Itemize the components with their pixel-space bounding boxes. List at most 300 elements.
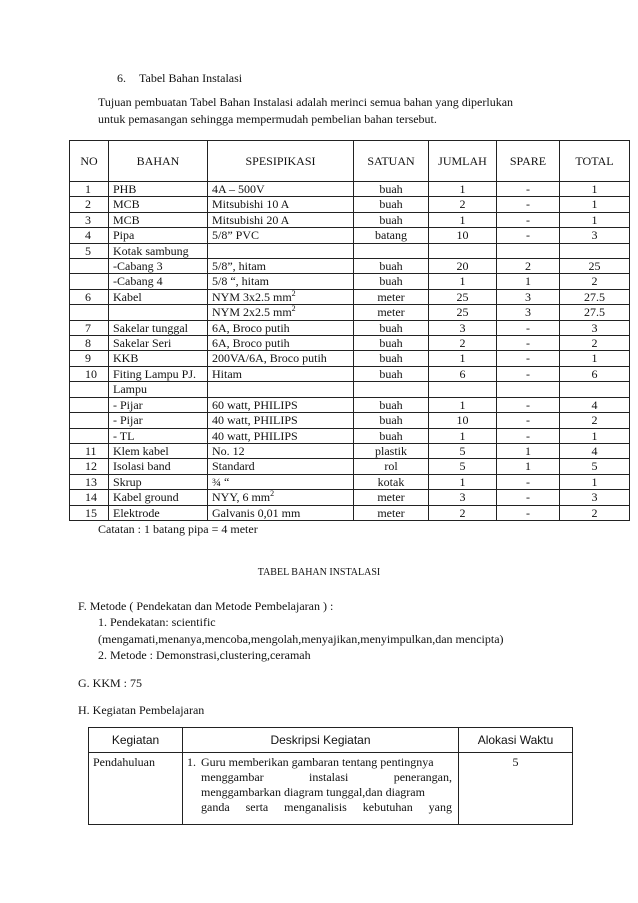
cell-spare — [497, 182, 560, 197]
cell-spesipikasi-text: ¾ “ — [212, 474, 230, 489]
cell-jumlah — [429, 305, 497, 320]
header-jumlah: JUMLAH — [429, 141, 497, 182]
cell-total-text: 4 — [591, 443, 598, 458]
cell-no-text: 15 — [85, 505, 97, 520]
cell-total-text: 2 — [591, 274, 598, 289]
section-f-item-1-detail: (mengamati,menanya,mencoba,mengolah,menyajikan,menyimpulkan,dan mencipta) — [98, 632, 504, 646]
table-row — [70, 259, 630, 274]
cell-no — [70, 382, 109, 397]
cell-spesipikasi — [208, 274, 354, 289]
cell-total-text: 6 — [591, 366, 598, 381]
cell-no — [70, 243, 109, 258]
cell-total — [560, 474, 630, 489]
cell-jumlah — [429, 259, 497, 274]
cell-total — [560, 382, 630, 397]
cell-jumlah-text: 20 — [456, 259, 469, 274]
cell-satuan — [354, 413, 429, 428]
cell-spare-text: 2 — [525, 259, 531, 274]
cell-spesipikasi — [208, 443, 354, 458]
cell-satuan — [354, 459, 429, 474]
cell-bahan — [109, 428, 208, 443]
cell-jumlah — [429, 505, 497, 520]
cell-spare — [497, 428, 560, 443]
cell-no — [70, 305, 109, 320]
cell-spesipikasi-text: 200VA/6A, Broco putih — [212, 351, 327, 366]
cell-spare-text: 3 — [525, 289, 531, 304]
cell-satuan — [354, 305, 429, 320]
cell-satuan-text: buah — [379, 336, 403, 351]
table-row — [70, 305, 630, 320]
cell-satuan-text: buah — [379, 259, 403, 274]
cell-no — [70, 428, 109, 443]
cell-satuan-text: buah — [379, 320, 403, 335]
cell-no — [70, 366, 109, 381]
cell-jumlah — [429, 443, 497, 458]
cell-spesipikasi-text: Galvanis 0,01 mm — [212, 505, 301, 520]
cell-spare — [497, 320, 560, 335]
cell-no-text: 4 — [85, 228, 91, 243]
cell-no — [70, 413, 109, 428]
cell-no — [70, 459, 109, 474]
cell-bahan-text: - TL — [113, 428, 135, 443]
cell-jumlah — [429, 274, 497, 289]
cell-satuan — [354, 243, 429, 258]
cell-jumlah-text: 2 — [459, 336, 466, 351]
cell-spesipikasi-text: 6A, Broco putih — [212, 320, 290, 335]
cell-spesipikasi-text: 60 watt, PHILIPS — [212, 397, 298, 412]
cell-no — [70, 274, 109, 289]
cell-jumlah — [429, 351, 497, 366]
table-row — [70, 336, 630, 351]
cell-spare — [497, 289, 560, 304]
cell-jumlah — [429, 490, 497, 505]
cell-satuan — [354, 366, 429, 381]
cell-total-text: 27.5 — [584, 305, 605, 320]
cell-satuan-text: buah — [379, 197, 403, 212]
cell-total-text: 25 — [588, 259, 601, 274]
cell-no — [70, 505, 109, 520]
cell-spesipikasi — [208, 228, 354, 243]
cell-jumlah-text: 2 — [459, 505, 466, 520]
cell-satuan-text: buah — [379, 212, 403, 227]
cell-jumlah-text: 1 — [459, 274, 466, 289]
cell-total-text: 2 — [591, 505, 598, 520]
cell-total — [560, 366, 630, 381]
header-alokasi: Alokasi Waktu — [459, 728, 573, 753]
cell-bahan — [109, 305, 208, 320]
cell-jumlah-text: 25 — [456, 305, 469, 320]
cell-no — [70, 351, 109, 366]
cell-bahan-text: KKB — [113, 351, 139, 366]
table-header-row — [70, 141, 630, 182]
cell-spesipikasi — [208, 320, 354, 335]
cell-bahan-text: Klem kabel — [113, 443, 169, 458]
table-row — [70, 274, 630, 289]
cell-spesipikasi-text: 40 watt, PHILIPS — [212, 413, 298, 428]
cell-spesipikasi — [208, 243, 354, 258]
cell-jumlah-text: 1 — [459, 428, 466, 443]
cell-spesipikasi — [208, 397, 354, 412]
cell-satuan-text: plastik — [375, 443, 407, 458]
cell-no — [70, 474, 109, 489]
header-spesipikasi: SPESIPIKASI — [208, 141, 354, 182]
cell-spare-text: - — [526, 505, 530, 520]
cell-spesipikasi-text: Mitsubishi 10 A — [212, 197, 290, 212]
cell-bahan — [109, 413, 208, 428]
cell-satuan — [354, 212, 429, 227]
cell-spare-text: - — [526, 474, 530, 489]
cell-total — [560, 182, 630, 197]
cell-satuan-text: buah — [379, 413, 403, 428]
cell-bahan-text: - Pijar — [113, 397, 143, 412]
section-f-title: F. Metode ( Pendekatan dan Metode Pembelajaran ) : — [78, 599, 334, 613]
cell-no-text: 8 — [85, 336, 91, 351]
cell-total — [560, 320, 630, 335]
cell-no — [70, 490, 109, 505]
cell-no-text: 10 — [85, 366, 97, 381]
cell-spesipikasi — [208, 382, 354, 397]
cell-no — [70, 320, 109, 335]
cell-no — [70, 443, 109, 458]
cell-bahan-text: Kabel — [113, 289, 142, 304]
cell-total-text: 4 — [591, 397, 598, 412]
table-header-row — [89, 728, 573, 753]
cell-satuan — [354, 259, 429, 274]
cell-satuan — [354, 274, 429, 289]
cell-satuan-text: buah — [379, 182, 403, 196]
cell-spare-text: - — [526, 397, 530, 412]
cell-satuan — [354, 490, 429, 505]
table-row — [70, 490, 630, 505]
cell-jumlah — [429, 459, 497, 474]
alokasi-cell: 5 — [459, 753, 573, 825]
cell-jumlah-text: 5 — [459, 459, 466, 474]
cell-jumlah-text: 2 — [459, 197, 466, 212]
cell-spare — [497, 382, 560, 397]
cell-bahan — [109, 443, 208, 458]
cell-spesipikasi-text: Standard — [212, 459, 255, 474]
cell-spesipikasi-text: NYY, 6 mm — [212, 490, 271, 505]
header-kegiatan: Kegiatan — [89, 728, 183, 753]
cell-no — [70, 336, 109, 351]
cell-satuan-text: meter — [377, 305, 405, 320]
cell-satuan-text: meter — [377, 505, 405, 520]
cell-total-text: 27.5 — [584, 289, 605, 304]
unit-superscript: 2 — [270, 489, 275, 499]
table-row — [70, 428, 630, 443]
cell-no-text: 5 — [85, 243, 91, 258]
cell-jumlah — [429, 320, 497, 335]
section-6-intro — [98, 94, 513, 128]
cell-jumlah-text: 3 — [459, 490, 466, 505]
cell-jumlah — [429, 212, 497, 227]
cell-satuan — [354, 228, 429, 243]
unit-superscript: 2 — [291, 304, 296, 314]
cell-jumlah — [429, 382, 497, 397]
cell-no-text: 7 — [85, 320, 91, 335]
cell-jumlah-text: 1 — [459, 212, 466, 227]
cell-bahan-text: Skrup — [113, 474, 142, 489]
cell-spesipikasi-text: NYM 2x2.5 mm — [212, 305, 292, 320]
cell-jumlah-text: 6 — [459, 366, 466, 381]
cell-spare — [497, 351, 560, 366]
table-row — [89, 753, 573, 825]
cell-total — [560, 243, 630, 258]
table-row — [70, 351, 630, 366]
cell-satuan — [354, 182, 429, 197]
table-row — [70, 366, 630, 381]
cell-spesipikasi-text: No. 12 — [212, 443, 245, 458]
cell-spesipikasi — [208, 305, 354, 320]
cell-spare — [497, 397, 560, 412]
cell-total-text: 1 — [591, 182, 598, 196]
cell-spare-text: - — [526, 212, 530, 227]
table-row — [70, 197, 630, 212]
cell-jumlah — [429, 197, 497, 212]
header-bahan: BAHAN — [109, 141, 208, 182]
cell-satuan — [354, 351, 429, 366]
table-row — [70, 289, 630, 304]
cell-spare — [497, 274, 560, 289]
cell-bahan-text: -Cabang 3 — [113, 259, 163, 274]
table-row — [70, 320, 630, 335]
cell-bahan-text: MCB — [113, 212, 140, 227]
header-no: NO — [70, 141, 109, 182]
cell-satuan-text: buah — [379, 274, 403, 289]
cell-total-text: 3 — [591, 490, 598, 505]
cell-jumlah — [429, 366, 497, 381]
cell-bahan-text: Pipa — [113, 228, 135, 243]
cell-total — [560, 397, 630, 412]
cell-no-text: 13 — [85, 474, 97, 489]
cell-spesipikasi — [208, 259, 354, 274]
cell-total — [560, 490, 630, 505]
cell-total — [560, 505, 630, 520]
cell-spare — [497, 305, 560, 320]
cell-spesipikasi-text: Mitsubishi 20 A — [212, 212, 290, 227]
cell-total-text: 1 — [591, 428, 598, 443]
cell-no-text: 11 — [85, 443, 97, 458]
cell-spare — [497, 413, 560, 428]
cell-total — [560, 351, 630, 366]
cell-no — [70, 212, 109, 227]
cell-spare-text: 1 — [525, 443, 531, 458]
cell-jumlah — [429, 474, 497, 489]
cell-satuan — [354, 320, 429, 335]
cell-spesipikasi-text: 5/8” PVC — [212, 228, 260, 243]
cell-total-text: 3 — [591, 228, 598, 243]
cell-spare-text: - — [526, 490, 530, 505]
table-row — [70, 243, 630, 258]
cell-spare-text: - — [526, 336, 530, 351]
table-row — [70, 382, 630, 397]
cell-no — [70, 397, 109, 412]
cell-bahan-text: Lampu — [113, 382, 147, 397]
cell-satuan-text: buah — [379, 366, 403, 381]
cell-bahan-text: Kabel ground — [113, 490, 179, 505]
table-row — [70, 397, 630, 412]
cell-spare — [497, 197, 560, 212]
cell-no-text: 1 — [85, 182, 91, 196]
kegiatan-pembelajaran-table — [88, 727, 573, 825]
cell-spesipikasi — [208, 459, 354, 474]
cell-jumlah — [429, 228, 497, 243]
cell-jumlah-text: 1 — [459, 182, 466, 196]
cell-spesipikasi — [208, 212, 354, 227]
cell-bahan — [109, 289, 208, 304]
section-g-title: G. KKM : 75 — [78, 676, 143, 690]
cell-bahan-text: Fiting Lampu PJ. — [113, 366, 197, 381]
cell-spesipikasi-text: Hitam — [212, 366, 242, 381]
cell-spare — [497, 259, 560, 274]
section-h-title: H. Kegiatan Pembelajaran — [78, 703, 205, 717]
cell-jumlah-text: 1 — [459, 351, 466, 366]
cell-spare — [497, 366, 560, 381]
cell-satuan — [354, 443, 429, 458]
cell-total — [560, 413, 630, 428]
cell-total — [560, 305, 630, 320]
cell-spare — [497, 243, 560, 258]
cell-spesipikasi — [208, 289, 354, 304]
cell-spare — [497, 474, 560, 489]
cell-bahan — [109, 274, 208, 289]
table-row — [70, 443, 630, 458]
cell-spare-text: - — [526, 413, 530, 428]
cell-spesipikasi — [208, 413, 354, 428]
table-row — [70, 413, 630, 428]
cell-bahan — [109, 382, 208, 397]
deskripsi-number: 1. — [187, 755, 196, 769]
cell-total — [560, 197, 630, 212]
table-row — [70, 182, 630, 197]
cell-spare-text: - — [526, 197, 530, 212]
cell-no-text: 6 — [85, 289, 91, 304]
cell-spare-text: - — [526, 428, 530, 443]
cell-total — [560, 274, 630, 289]
section-f-item-1: 1. Pendekatan: scientific — [98, 615, 216, 629]
cell-total — [560, 459, 630, 474]
cell-spesipikasi — [208, 366, 354, 381]
cell-spesipikasi — [208, 505, 354, 520]
cell-satuan-text: buah — [379, 397, 403, 412]
cell-total — [560, 443, 630, 458]
cell-total — [560, 289, 630, 304]
cell-spare-text: - — [526, 320, 530, 335]
cell-bahan-text: -Cabang 4 — [113, 274, 163, 289]
cell-jumlah — [429, 289, 497, 304]
cell-spare — [497, 490, 560, 505]
deskripsi-line: menggambarkan diagram tunggal,dan diagram — [201, 785, 425, 799]
cell-spare — [497, 443, 560, 458]
table-caption: TABEL BAHAN INSTALASI — [257, 567, 381, 578]
cell-jumlah — [429, 336, 497, 351]
cell-spesipikasi-text: 4A – 500V — [212, 182, 265, 196]
cell-bahan-text: Sakelar tunggal — [113, 320, 188, 335]
cell-bahan — [109, 197, 208, 212]
cell-satuan — [354, 505, 429, 520]
cell-bahan — [109, 366, 208, 381]
cell-spesipikasi — [208, 197, 354, 212]
cell-satuan — [354, 474, 429, 489]
cell-no — [70, 182, 109, 197]
cell-bahan — [109, 320, 208, 335]
table-row — [70, 212, 630, 227]
cell-jumlah-text: 10 — [456, 413, 469, 428]
cell-spare — [497, 505, 560, 520]
cell-spesipikasi-text: 5/8”, hitam — [212, 259, 266, 274]
cell-jumlah-text: 25 — [456, 289, 469, 304]
deskripsi-line: menggambar instalasi penerangan, — [201, 770, 452, 784]
cell-spesipikasi — [208, 351, 354, 366]
cell-no-text: 3 — [85, 212, 91, 227]
cell-spesipikasi — [208, 182, 354, 197]
cell-spare — [497, 459, 560, 474]
cell-bahan-text: Elektrode — [113, 505, 160, 520]
cell-total — [560, 212, 630, 227]
cell-spare — [497, 228, 560, 243]
cell-satuan — [354, 197, 429, 212]
cell-total-text: 3 — [591, 320, 598, 335]
cell-total-text: 2 — [591, 336, 598, 351]
cell-total — [560, 228, 630, 243]
deskripsi-cell — [183, 753, 459, 825]
header-spare: SPARE — [497, 141, 560, 182]
cell-bahan — [109, 212, 208, 227]
cell-bahan — [109, 397, 208, 412]
cell-no-text: 12 — [85, 459, 97, 474]
cell-bahan — [109, 182, 208, 197]
cell-satuan — [354, 428, 429, 443]
cell-no — [70, 259, 109, 274]
cell-bahan-text: Sakelar Seri — [113, 336, 172, 351]
cell-spesipikasi — [208, 474, 354, 489]
cell-satuan-text: buah — [379, 428, 403, 443]
cell-spare-text: - — [526, 228, 530, 243]
cell-spesipikasi — [208, 336, 354, 351]
cell-spesipikasi-text: 40 watt, PHILIPS — [212, 428, 298, 443]
table-row — [70, 459, 630, 474]
cell-jumlah — [429, 243, 497, 258]
table-row — [70, 228, 630, 243]
table-row — [70, 474, 630, 489]
section-title: Tabel Bahan Instalasi — [139, 71, 243, 85]
intro-line: Tujuan pembuatan Tabel Bahan Instalasi adalah merinci semua bahan yang diperlukan — [98, 95, 514, 109]
deskripsi-line: Guru memberikan gambaran tentang pentingnya — [201, 755, 434, 769]
cell-total-text: 5 — [591, 459, 598, 474]
table-row — [70, 505, 630, 520]
cell-bahan — [109, 474, 208, 489]
kegiatan-cell: Pendahuluan — [89, 753, 183, 825]
cell-no — [70, 289, 109, 304]
cell-satuan-text: kotak — [377, 474, 405, 489]
cell-no — [70, 197, 109, 212]
cell-spare-text: 3 — [525, 305, 531, 320]
cell-spare-text: - — [526, 366, 530, 381]
table-note: Catatan : 1 batang pipa = 4 meter — [98, 522, 258, 536]
cell-satuan-text: meter — [377, 490, 405, 505]
cell-spare — [497, 336, 560, 351]
cell-satuan-text: meter — [377, 289, 405, 304]
cell-satuan-text: batang — [375, 228, 407, 243]
cell-spare-text: 1 — [525, 459, 531, 474]
cell-total-text: 1 — [591, 197, 598, 212]
cell-satuan — [354, 382, 429, 397]
cell-jumlah-text: 1 — [459, 474, 466, 489]
cell-jumlah — [429, 428, 497, 443]
bahan-instalasi-table — [69, 140, 630, 521]
header-total: TOTAL — [560, 141, 630, 182]
cell-bahan — [109, 351, 208, 366]
